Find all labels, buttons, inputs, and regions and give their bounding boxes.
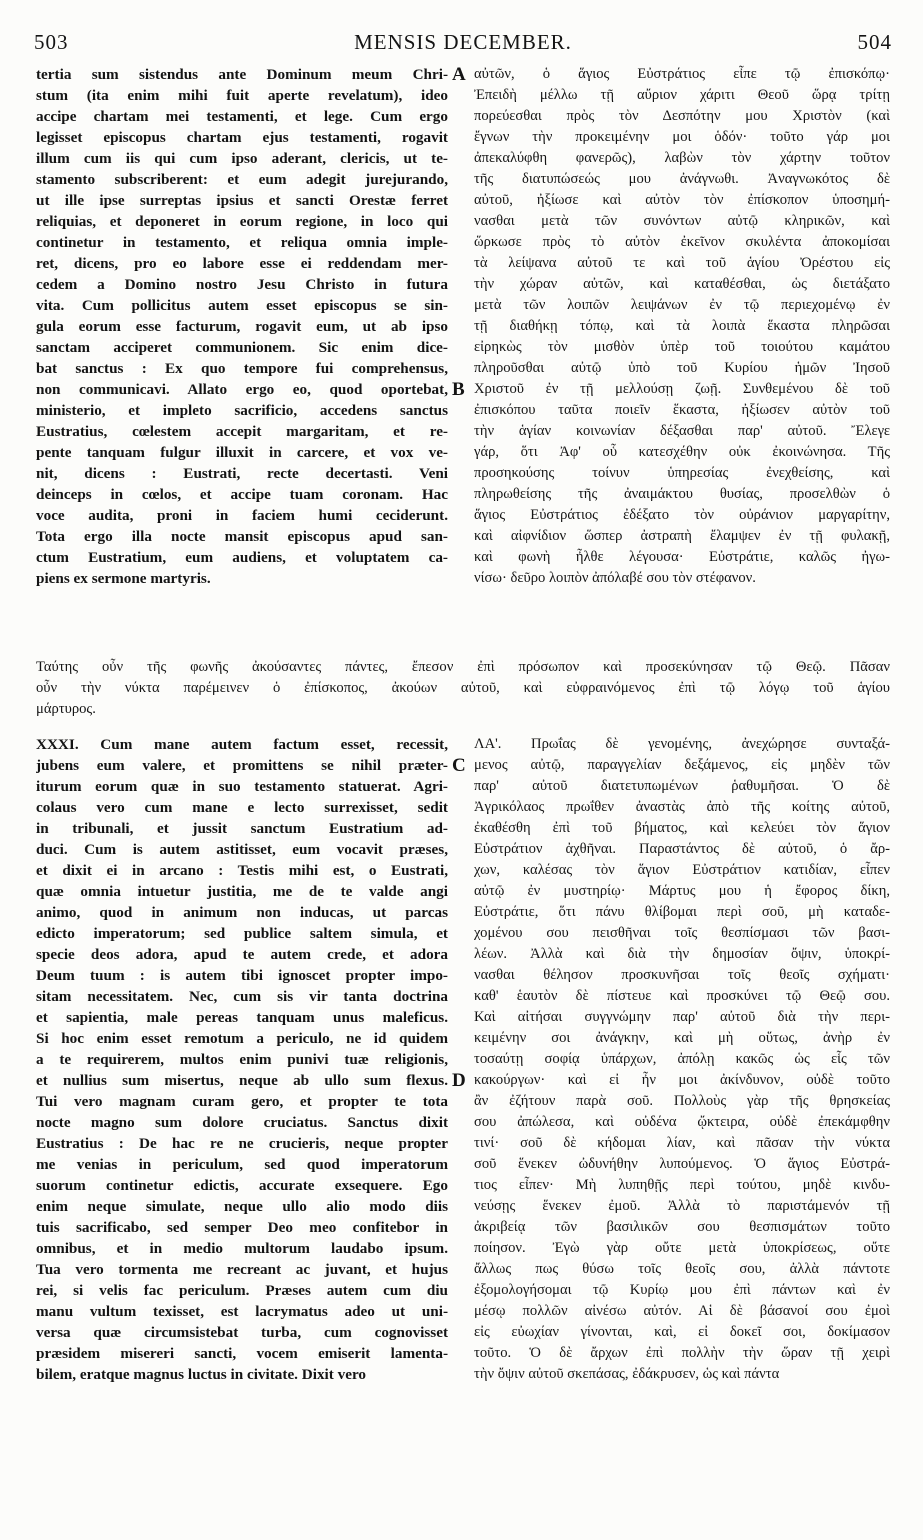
- greek-text-line: νεύσῃς ἕνεκεν ἐμοῦ. Ἀλλὰ τὸ παριστάμενόν τῇ: [474, 1198, 890, 1214]
- greek-text-line: νασθαι θέλησον προσκυνῆσαι τοῖς θεοῖς σχήματι·: [474, 967, 890, 983]
- latin-text-line: præsidem misereri sancti, vocem emiserit lamenta-: [36, 1345, 448, 1362]
- greek-text-line: χομένου σου πεισθῆναι τοῖς θεσπίσμασι τῶν βασι-: [474, 925, 890, 941]
- greek-text-line: ἅγιος Εὐστράτιος ἐδέξατο τὸν οὐράνιον μαργαρίτην,: [474, 507, 890, 523]
- latin-text-line: illum cum iis qui cum ipso aderant, clericis, ut te-: [36, 150, 448, 167]
- greek-text-line: Καὶ αἰτήσαι συγγνώμην παρ' αὐτοῦ διὰ τὴν περι-: [474, 1009, 890, 1025]
- greek-text-line: οὖν τὴν νύκτα παρέμεινεν ὁ ἐπίσκοπος, ἀκούων αὐτοῦ, καὶ εὐφραινόμενος ἐπὶ τῷ λόγῳ τοῦ ἁγίου: [36, 680, 890, 696]
- latin-text-line: specie deos adora, apud te autem crede, et adora: [36, 946, 448, 963]
- greek-text-line: τὴν χώραν αὐτῶν, καὶ καταθέσθαι, ὡς διετάξατο: [474, 276, 890, 292]
- margin-marker-d: D: [452, 1070, 466, 1091]
- latin-text-line: Tota ergo illa nocte mansit episcopus apud san-: [36, 528, 448, 545]
- greek-text-line: Ἐπειδὴ μέλλω τῇ αὔριον χάριτι Θεοῦ ὥρᾳ τρίτῃ: [474, 87, 890, 103]
- greek-text-line: Εὐστράτιε, ὅτι πάνυ θλίβομαι περὶ σοῦ, μὴ καταδε-: [474, 904, 890, 920]
- greek-text-line: καθ' ἑαυτὸν δὲ πίστευε καὶ προσκύνει τῷ Θεῷ σου.: [474, 988, 890, 1004]
- latin-text-line: non communicavi. Allato ergo eo, quod oportebat,: [36, 381, 448, 398]
- latin-text-line: in tribunali, et jussit sanctum Eustratium ad-: [36, 820, 448, 837]
- greek-text-line: ἔγνων τὴν προκειμένην μοι ὁδόν· τοῦτο γάρ μοι: [474, 129, 890, 145]
- latin-column-bottom: [36, 734, 448, 1385]
- greek-text-line: μενος αὐτῷ, παραγγελίαν δεξάμενος, εἰς μηδὲν τῶν: [474, 757, 890, 773]
- greek-text-line: λέων. Ἀλλὰ καὶ διὰ τὴν δημοσίαν ὄψιν, ὑποκρί-: [474, 946, 890, 962]
- greek-text-line: κακούργων· καὶ εἰ ἦν μοι ἀκίνδυνον, οὐδὲ τοῦτο: [474, 1072, 890, 1088]
- latin-text-line: bat sanctus : Ex quo tempore fui comprehensus,: [36, 360, 448, 377]
- latin-text-line: rei, si velis fac periculum. Præses autem cum diu: [36, 1282, 448, 1299]
- greek-text-line: τῇ διαθήκῃ τόπῳ, καὶ τὰ λοιπὰ ἕκαστα πληρῶσαι: [474, 318, 890, 334]
- greek-text-line: ποίησον. Ἐγὼ γὰρ οὔτε μετὰ ὑποκρίσεως, οὔτε: [474, 1240, 890, 1256]
- latin-text-line: piens ex sermone martyris.: [36, 570, 211, 587]
- latin-column-top: [36, 64, 448, 589]
- latin-text-line: deinceps in cœlos, et accipe tuam coronam. Hac: [36, 486, 448, 503]
- greek-text-line: σου ἀπώλεσα, καὶ οὐδένα ᾤκτειρα, οὐδὲ ἐπεκάμφθην: [474, 1114, 890, 1130]
- left-page-number: 503: [34, 30, 69, 54]
- margin-marker-b: B: [452, 379, 465, 400]
- latin-text-line: animo, quod in animum non inducas, ut parcas: [36, 904, 448, 921]
- latin-text-line: a te requirerem, multos enim punivi tuæ religionis,: [36, 1051, 448, 1068]
- right-page-number: 504: [857, 30, 892, 54]
- latin-text-line: suorum continetur edictis, accurate exsequere. Ego: [36, 1177, 448, 1194]
- latin-text-line: Tua vero tormenta me recreant ac juvant, et hujus: [36, 1261, 448, 1278]
- greek-text-line: ὥρκωσε πρὸς τὸ αὐτὸν ἐκεῖνον σκυλέντα ἀποκομίσαι: [474, 234, 890, 250]
- latin-text-line: versa quæ circumsistebat turba, cum cognovisset: [36, 1324, 448, 1341]
- greek-text-line: πληρωθείσης τῆς ἀναιμάκτου θυσίας, προσελθὼν ὁ: [474, 486, 890, 502]
- latin-text-line: cedem a Domino nostro Jesu Christo in futura: [36, 276, 448, 293]
- latin-text-line: gula eorum esse facturum, rogavit eum, ut ab ipso: [36, 318, 448, 335]
- latin-text-line: voce audita, proni in faciem humi ceciderunt.: [36, 507, 448, 524]
- latin-text-line: manu vultum texisset, est lacrymatus adeo ut uni-: [36, 1303, 448, 1320]
- latin-text-line: pente tanquam fulgur illuxit in carcere, et vox ve-: [36, 444, 448, 461]
- greek-text-line: εἰρηκὼς τὸν μισθὸν ὑπὲρ τοῦ τοιούτου καμάτου: [474, 339, 890, 355]
- greek-column-top: [474, 64, 890, 589]
- latin-text-line: et nullius sum misertus, neque ab ullo sum flexus.: [36, 1072, 448, 1089]
- latin-text-line: Tui vero magnam curam gero, et propter te tota: [36, 1093, 448, 1110]
- greek-text-line: νασθαι μετὰ τῶν συνόντων αὐτῷ κληρικῶν, καὶ: [474, 213, 890, 229]
- latin-text-line: duci. Cum is autem astitisset, eum vocavit præses,: [36, 841, 448, 858]
- greek-text-line: νίσω· δεῦρο λοιπὸν ἀπόλαβέ σου τὸν στέφανον.: [474, 570, 756, 586]
- page-header: [34, 30, 892, 56]
- greek-text-line: μέσῳ πολλῶν αἰνέσω αὐτόν. Αἱ δὲ βάσανοί σου ἐμοὶ: [474, 1303, 890, 1319]
- latin-text-line: tertia sum sistendus ante Dominum meum Chri-: [36, 66, 448, 83]
- greek-text-line: κειμένην σοι ἀνάγκην, καὶ μὴ οὕτως, ἀνὴρ ἐν: [474, 1030, 890, 1046]
- greek-text-line: πορεύεσθαι πρὸς τὸν Δεσπότην μου Χριστὸν (καὶ: [474, 108, 890, 124]
- greek-text-line: ἂν ἐζήτουν παρὰ σοῦ. Πολλοὺς γὰρ τῆς θρησκείας: [474, 1093, 890, 1109]
- greek-text-line: αὐτῷ ἐν μυστηρίῳ· Μάρτυς μου ἡ ἔφορος δίκη,: [474, 883, 890, 899]
- margin-marker-c: C: [452, 755, 466, 776]
- greek-text-line: ΛΑ'. Πρωΐας δὲ γενομένης, ἀνεχώρησε συνταξά-: [474, 736, 890, 752]
- latin-text-line: sanctam acciperet communionem. Sic enim dice-: [36, 339, 448, 356]
- latin-text-line: iturum eorum quæ in suo testamento statuerat. Agri-: [36, 778, 448, 795]
- latin-text-line: ut ille ipse surreptas ipsius et sancti Orestæ ferret: [36, 192, 448, 209]
- latin-text-line: et dixit ei in arcano : Testis mihi est, o Eustrati,: [36, 862, 448, 879]
- greek-text-line: πληροῦσθαι αὐτῷ ὑπὸ τοῦ Κυρίου ἡμῶν Ἰησοῦ: [474, 360, 890, 376]
- greek-text-line: χων, καλέσας τὸν ἅγιον Εὐστράτιον κατιδίαν, εἶπεν: [474, 862, 890, 878]
- greek-text-line: καὶ φωνὴ ἦλθε λέγουσα· Εὐστράτιε, καλῶς ἠγω-: [474, 549, 890, 565]
- latin-text-line: jubens eum valere, et promittens se nihil præter-: [36, 757, 448, 774]
- latin-text-line: tuis sacrificabo, sed semper Deo meo confitebor in: [36, 1219, 448, 1236]
- greek-text-line: εἰς εὐωχίαν γίνονται, καὶ, εἰ δοκεῖ σοι, δοκίμασον: [474, 1324, 890, 1340]
- latin-text-line: reliquias, et deponeret in eorum regione, in loco qui: [36, 213, 448, 230]
- greek-text-line: ἐκαθέσθη ἐπὶ τοῦ βήματος, καὶ κελεύει τὸν ἅγιον: [474, 820, 890, 836]
- latin-text-line: edicto imperatorum; sed publice saltem simula, et: [36, 925, 448, 942]
- latin-text-line: stum (ita enim mihi fuit aperte revelatum), ideo: [36, 87, 448, 104]
- latin-text-line: legisset episcopus chartam ejus testamenti, rogavit: [36, 129, 448, 146]
- latin-text-line: et sapientia, male pereas tanquam unus maleficus.: [36, 1009, 448, 1026]
- latin-text-line: omnibus, et in medio multorum laudabo ipsum.: [36, 1240, 448, 1257]
- latin-text-line: enim neque simulate, neque ullo alio modo diis: [36, 1198, 448, 1215]
- latin-text-line: nit, dicens : Eustrati, recte decertasti. Veni: [36, 465, 448, 482]
- greek-text-line: τῆς διατυπώσεώς μου ἀνάγνωθι. Ἀναγνωκότος δὲ: [474, 171, 890, 187]
- greek-column-bottom: [474, 734, 890, 1385]
- margin-marker-a: A: [452, 64, 466, 85]
- latin-text-line: colaus vero cum mane e lecto surrexisset, sedit: [36, 799, 448, 816]
- greek-text-line: τὴν ὄψιν αὐτοῦ σκεπάσας, ἐδάκρυσεν, ὡς καὶ πάντα: [474, 1366, 780, 1382]
- greek-text-line: τιος εἶπεν· Μὴ λυπηθῇς περὶ τούτου, μηδὲ κινδυ-: [474, 1177, 890, 1193]
- greek-text-line: ἐξομολογήσομαι τῷ Κυρίῳ μου ἐπὶ πάντων καὶ ἐν: [474, 1282, 890, 1298]
- latin-text-line: Si hoc enim esset remotum a periculo, ne id quidem: [36, 1030, 448, 1047]
- latin-text-line: Eustratius, cœlestem accepit margaritam, et re-: [36, 423, 448, 440]
- latin-text-line: ctum Eustratium, eum audiens, et voluptatem ca-: [36, 549, 448, 566]
- greek-text-line: ἄλλως πως θύσω τοῖς θεοῖς σου, ἀλλὰ πάντοτε: [474, 1261, 890, 1277]
- greek-text-line: αὐτοῦ, ἠξίωσε καὶ αὐτὸν τὸν ἐπίσκοπον ὑποσημή-: [474, 192, 890, 208]
- latin-text-line: me venias in periculum, sed quod imperatorum: [36, 1156, 448, 1173]
- latin-text-line: vita. Cum pollicitus autem esset episcopus se sin-: [36, 297, 448, 314]
- greek-text-line: προσηκούσης τοίνυν ὑπηρεσίας ἐνεχθείσης, καὶ: [474, 465, 890, 481]
- greek-text-line: τὴν ἁγίαν κοινωνίαν δέξασθαι παρ' αὐτοῦ. Ἔλεγε: [474, 423, 890, 439]
- greek-text-line: γάρ, ὅτι Ἀφ' οὗ κατεσχέθην οὐκ ἐκοινώνησα. Τῆς: [474, 444, 890, 460]
- greek-text-line: τὰ λείψανα αὐτοῦ τε καὶ τοῦ ἁγίου Ὀρέστου εἰς: [474, 255, 890, 271]
- latin-text-line: quæ omnia intuetur justitia, me de te valde angi: [36, 883, 448, 900]
- latin-text-line: bilem, eratque magnus luctus in civitate. Dixit vero: [36, 1366, 367, 1383]
- greek-text-line: ἐπισκόπου ταῦτα ποιεῖν ἕκαστα, ἠξίωσεν αὐτὸν τοῦ: [474, 402, 890, 418]
- greek-text-line: Εὐστράτιον ἀχθῆναι. Παραστάντος δὲ αὐτοῦ, ὁ ἄρ-: [474, 841, 890, 857]
- latin-text-line: ret, dicens, pro eo labore esse ei reddendam mer-: [36, 255, 448, 272]
- running-title: MENSIS DECEMBER.: [354, 30, 572, 54]
- greek-text-line: ἀπεκαλύφθη φανερῶς), λαβὼν τὸν χάρτην τοῦτον: [474, 150, 890, 166]
- greek-text-line: τοσαύτῃ σοφίᾳ ὑπάρχων, ἀπόλῃ κακῶς ὡς εἷς τῶν: [474, 1051, 890, 1067]
- latin-text-line: stamento subscriberent: et eum adegit jurejurando,: [36, 171, 448, 188]
- latin-text-line: ministerio, et impleto sacrificio, accedens sanctus: [36, 402, 448, 419]
- greek-text-line: μάρτυρος.: [36, 701, 96, 717]
- latin-text-line: continetur in testamento, et reliqua omnia imple-: [36, 234, 448, 251]
- latin-text-line: nocte magno sum dolore cruciatus. Sanctus dixit: [36, 1114, 448, 1131]
- latin-text-line: accipe chartam mei testamenti, et lege. Cum ergo: [36, 108, 448, 125]
- greek-text-line: σοῦ ἕνεκεν ὠδυνήθην λυπούμενος. Ὁ ἅγιος Εὐστρά-: [474, 1156, 890, 1172]
- greek-text-line: ἀκριβείᾳ τῶν βασιλικῶν σου θεσπισμάτων τοῦτο: [474, 1219, 890, 1235]
- latin-text-line: XXXI. Cum mane autem factum esset, recessit,: [36, 736, 448, 753]
- greek-text-line: Χριστοῦ ἐν τῇ μελλούσῃ ζωῇ. Συνθεμένου δὲ τοῦ: [474, 381, 890, 397]
- greek-text-line: τινί· σοῦ δὲ κήδομαι λίαν, καὶ πᾶσαν τὴν νύκτα: [474, 1135, 890, 1151]
- greek-full-width-paragraph: [36, 657, 890, 720]
- greek-text-line: Ἀγρικόλαος πρωΐθεν ἀναστὰς ἀπὸ τῆς κοίτης αὐτοῦ,: [474, 799, 890, 815]
- greek-text-line: μετὰ τῶν λοιπῶν λειψάνων ἐν τῷ περιεχομένῳ ἐν: [474, 297, 890, 313]
- greek-text-line: τοῦτο. Ὁ δὲ ἄρχων ἐπὶ πολλὴν τὴν ὥραν τῇ χειρὶ: [474, 1345, 890, 1361]
- greek-text-line: Ταύτης οὖν τῆς φωνῆς ἀκούσαντες πάντες, ἔπεσον ἐπὶ πρόσωπον καὶ προσεκύνησαν τῷ Θεῷ. Πᾶσαν: [36, 659, 890, 675]
- greek-text-line: παρ' αὐτοῦ διατετυπωμένων ῥαθυμῆσαι. Ὁ δὲ: [474, 778, 890, 794]
- greek-text-line: καὶ αἰφνίδιον ὥσπερ ἀστραπὴ ἔλαμψεν ἐν τῇ φυλακῇ,: [474, 528, 890, 544]
- greek-text-line: αὐτῶν, ὁ ἅγιος Εὐστράτιος εἶπε τῷ ἐπισκόπῳ·: [474, 66, 890, 82]
- latin-text-line: Eustratius : De hac re ne crucieris, neque propter: [36, 1135, 448, 1152]
- latin-text-line: sitam necessitatem. Nec, cum sis vir tanta doctrina: [36, 988, 448, 1005]
- latin-text-line: Deum tuum : is autem tibi ignoscet propter impo-: [36, 967, 448, 984]
